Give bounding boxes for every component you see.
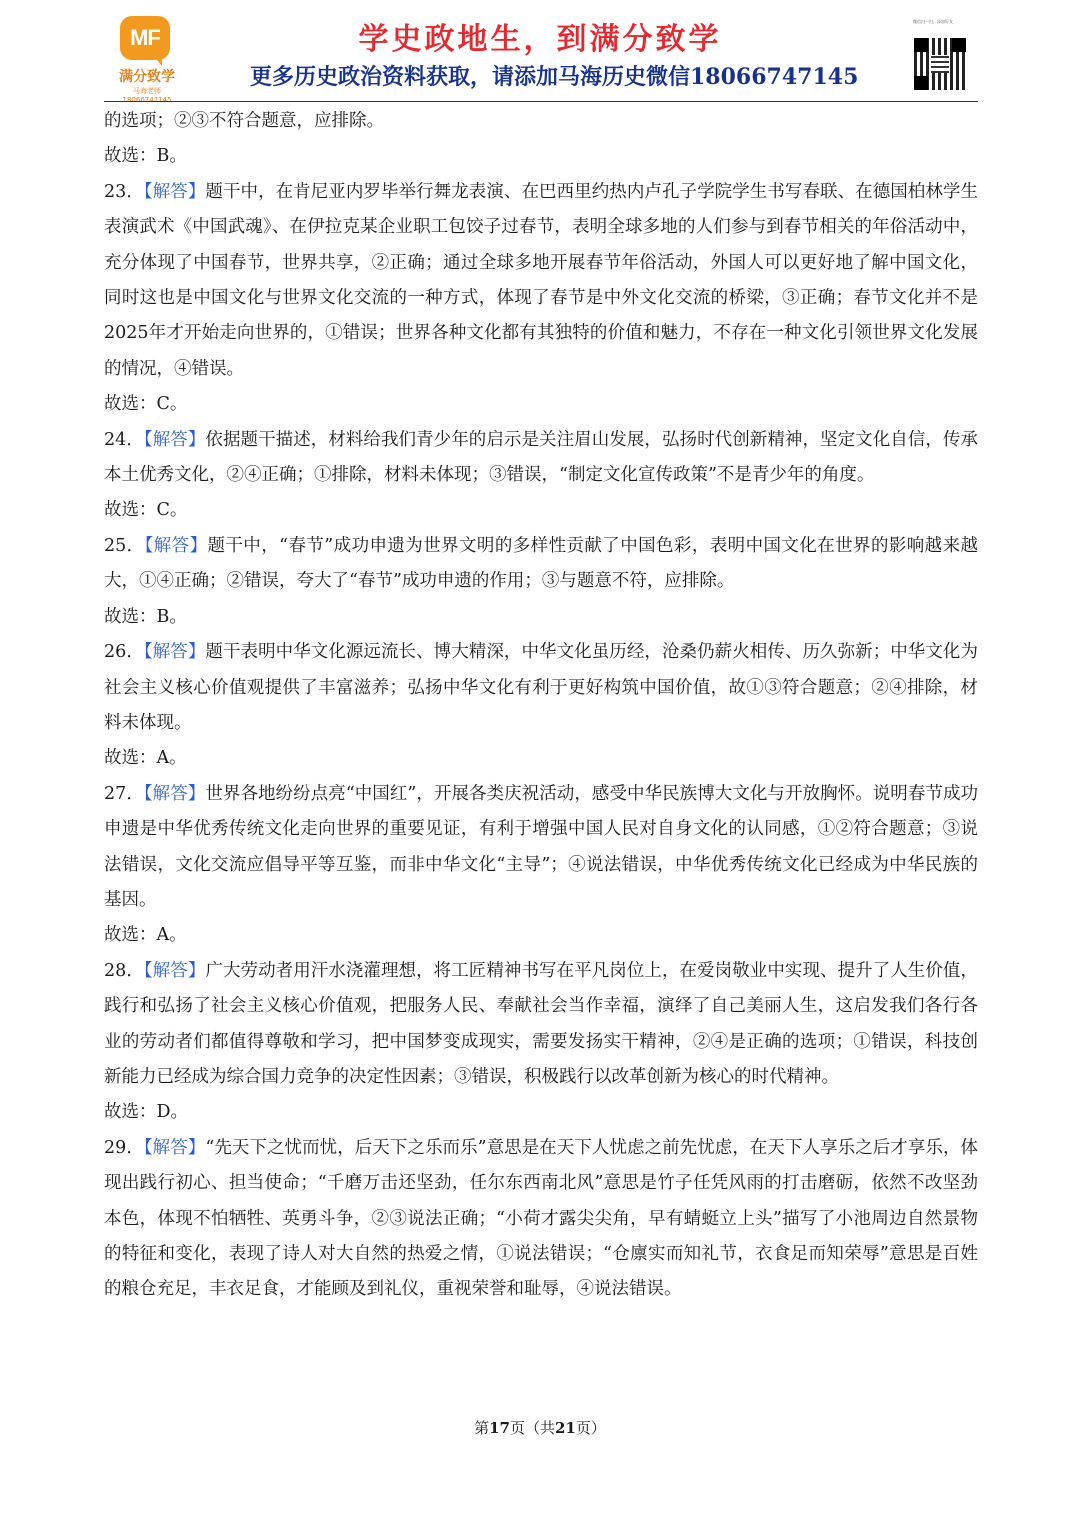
answer-tag: 【解答】 (143, 642, 206, 663)
paragraph (104, 1095, 978, 1130)
paragraph (104, 104, 978, 139)
footer-middle: 页（共 (509, 1419, 555, 1437)
paragraph-text: 故选：B。 (104, 606, 187, 627)
footer-suffix: 页） (575, 1419, 606, 1437)
logo-speech-tail (152, 54, 162, 66)
answer-tag: 【解答】 (143, 960, 206, 981)
logo-name: 满分致学 (119, 69, 175, 85)
logo-badge: MF (120, 16, 170, 60)
paragraph (104, 175, 978, 387)
answer-content (104, 104, 978, 1308)
paragraph-text: 故选：C。 (104, 394, 188, 415)
paragraph-text: 题干中，在肯尼亚内罗毕举行舞龙表演、在巴西里约热内卢孔子学院学生书写春联、在德国柏林学生表演武术《中国武魂》、在伊拉克某企业职工包饺子过春节，表明全球多地的人们参与到春节相关的年俗活动中，充分体现了中国春节，世界共享，②正确；通过全球多地开展春节年俗活动，外国人可以更好地了解中国文化，同时这也是中国文化与世界文化交流的一种方式，体现了春节是中外文化交流的桥梁，③正确；春节文化并不是2025年才开始走向世界的，①错误；世界各种文化都有其独特的价值和魅力，不存在一种文化引领世界文化发展的情况，④错误。 (104, 181, 978, 379)
paragraph-text: 故选：D。 (104, 1102, 189, 1123)
paragraph-text: 世界各地纷纷点亮“中国红”，开展各类庆祝活动，感受中华民族博大文化与开放胸怀。说明春节成功申遗是中华优秀传统文化走向世界的重要见证，有利于增强中国人民对自身文化的认同感，①②符合题意；③说法错误，文化交流应倡导平等互鉴，而非中华文化“主导”；④说法错误，中华优秀传统文化已经成为中华民族的基因。 (104, 783, 979, 910)
paragraph-text: 广大劳动者用汗水浇灌理想，将工匠精神书写在平凡岗位上，在爱岗敬业中实现、提升了人生价值，践行和弘扬了社会主义核心价值观，把服务人民、奉献社会当作幸福，演绎了自己美丽人生，这启发我们各行各业的劳动者们都值得尊敬和学习，把中国梦变成现实，需要发扬实干精神，②④是正确的选项；①错误，科技创新能力已经成为综合国力竞争的决定性因素；③错误，积极践行以改革创新为核心的时代精神。 (104, 960, 978, 1087)
page-header (0, 0, 1080, 104)
page-footer (0, 1417, 1080, 1438)
question-number: 25． (104, 535, 145, 556)
paragraph-text: 的选项；②③不符合题意，应排除。 (104, 111, 384, 131)
question-number: 28． (104, 960, 144, 981)
paragraph (104, 954, 978, 1096)
paragraph (104, 741, 978, 776)
question-number: 26． (104, 642, 144, 663)
footer-prefix: 第 (474, 1419, 490, 1437)
header-slogan: 学史政地生，到满分致学 (358, 22, 722, 57)
paragraph-text: 故选：C。 (104, 500, 188, 521)
paragraph-text: 依据题干描述，材料给我们青少年的启示是关注眉山发展，弘扬时代创新精神，坚定文化自信，传承本土优秀文化，②④正确；①排除，材料未体现；③错误，“制定文化宣传政策”不是青少年的角度。 (104, 429, 978, 486)
question-number: 23． (104, 181, 144, 202)
paragraph-text: 故选：B。 (104, 146, 187, 167)
paragraph (104, 529, 978, 600)
question-number: 29． (104, 1137, 144, 1158)
paragraph-text: 故选：A。 (104, 748, 187, 769)
question-number: 24． (104, 429, 144, 450)
paragraph-text: “先天下之忧而忧，后天下之乐而乐”意思是在天下人忧虑之前先忧虑，在天下人享乐之后才享乐，体现出践行初心、担当使命；“千磨万击还坚劲，任尔东西南北风”意思是竹子任凭风雨的打击磨砺，依然不改坚劲本色，体现不怕牺牲、英勇斗争，②③说法正确；“小荷才露尖尖角，早有蜻蜓立上头”描写了小池周边自然景物的特征和变化，表现了诗人对大自然的热爱之情，①说法错误；“仓廪实而知礼节，衣食足而知荣辱”意思是百姓的粮仓充足，丰衣足食，才能顾及到礼仪，重视荣誉和耻辱，④说法错误。 (104, 1137, 979, 1300)
paragraph (104, 1131, 978, 1308)
page-number: 17 (489, 1419, 510, 1437)
paragraph (104, 423, 978, 494)
answer-tag: 【解答】 (143, 181, 206, 202)
paragraph (104, 635, 978, 741)
paragraph-text: 题干中，“春节”成功申遗为世界文明的多样性贡献了中国色彩，表明中国文化在世界的影响越来越大，①④正确；②错误，夸大了“春节”成功申遗的作用；③与题意不符，应排除。 (104, 535, 978, 592)
paragraph (104, 493, 978, 528)
brand-logo (112, 16, 182, 104)
qr-caption: 微信扫一扫，添加好友 (913, 19, 953, 24)
qr-code-icon[interactable] (914, 38, 966, 90)
paragraph (104, 600, 978, 635)
paragraph (104, 777, 978, 919)
question-number: 27． (104, 783, 144, 804)
paragraph (104, 139, 978, 174)
answer-tag: 【解答】 (144, 535, 208, 556)
answer-tag: 【解答】 (143, 429, 206, 450)
paragraph-text: 故选：A。 (104, 925, 187, 946)
header-divider (104, 101, 978, 102)
page-total: 21 (555, 1419, 576, 1437)
paragraph (104, 387, 978, 422)
paragraph (104, 918, 978, 953)
header-contact: 更多历史政治资料获取，请添加马海历史微信18066747145 (250, 64, 859, 90)
logo-subtitle: 马海老师 18066747145 (122, 87, 172, 104)
paragraph-text: 题干表明中华文化源远流长、博大精深，中华文化虽历经，沧桑仍薪火相传、历久弥新；中华文化为社会主义核心价值观提供了丰富滋养；弘扬中华文化有利于更好构筑中国价值，故①③符合题意；②④排除，材料未体现。 (104, 642, 978, 733)
answer-tag: 【解答】 (143, 783, 206, 804)
answer-tag: 【解答】 (143, 1137, 206, 1158)
